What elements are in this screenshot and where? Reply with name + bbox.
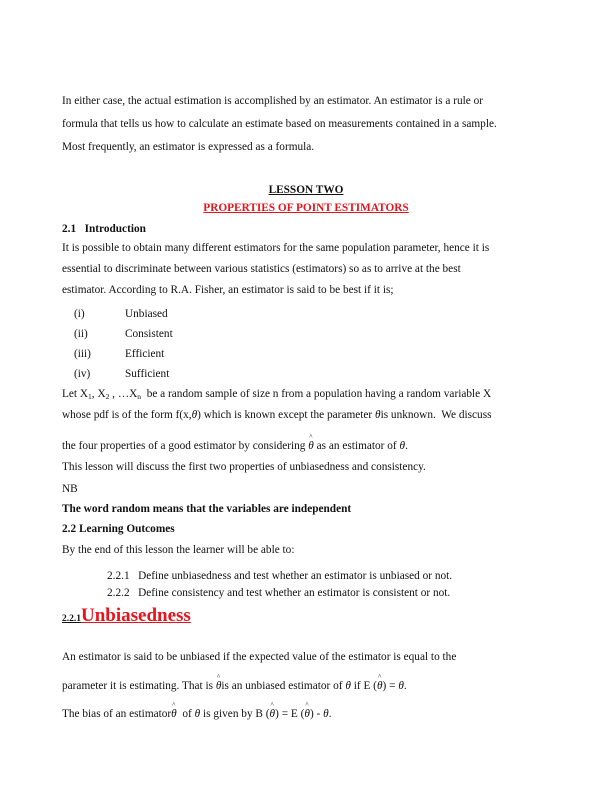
text: . [328, 708, 332, 720]
nb-label: NB [62, 483, 78, 495]
text-line: In either case, the actual estimation is accomplished by an estimator. An estimator is a rule or [62, 95, 483, 107]
theta-symbol: θ [399, 440, 406, 452]
text: . [403, 680, 407, 692]
theta-symbol: θ [398, 680, 404, 692]
theta-symbol: θ [375, 409, 381, 421]
subscript: 1 [88, 392, 92, 401]
section-title: Unbiasedness [81, 605, 191, 626]
text-line: By the end of this lesson the learner will be able to: [62, 544, 295, 556]
text: the four properties of a good estimator by considering [62, 440, 309, 452]
theta-symbol: θ [191, 409, 198, 421]
text-line [62, 408, 492, 422]
text: of [176, 708, 195, 720]
text: as an estimator of [313, 440, 400, 452]
text: parameter it is estimating. That is [62, 680, 216, 692]
text: whose pdf is of the form f(x, [62, 409, 192, 421]
theta-symbol: θ [194, 708, 201, 720]
outcome-item: 2.2.1 Define unbiasedness and test whether an estimator is unbiased or not. [107, 570, 453, 582]
theta-hat-symbol: ^ θ [304, 707, 310, 721]
subscript: n [137, 392, 142, 401]
text: ) = [382, 680, 399, 692]
list-number: (iv) [74, 368, 91, 380]
list-item [74, 307, 168, 321]
text-line [62, 387, 491, 404]
theta-hat-symbol: ^ θ [377, 679, 383, 693]
lesson-subtitle: PROPERTIES OF POINT ESTIMATORS [203, 202, 409, 214]
section-heading-introduction: 2.1 Introduction [62, 223, 146, 235]
list-number: (ii) [74, 328, 88, 340]
text-line: Most frequently, an estimator is expressed as a formula. [62, 141, 315, 153]
text: , …X [109, 388, 138, 400]
text: ) = E ( [275, 708, 305, 720]
text: is an unbiased estimator of [221, 680, 346, 692]
list-item [74, 327, 173, 341]
section-number: 2.2.1 [62, 614, 81, 624]
text-line: estimator. According to R.A. Fisher, an estimator is said to be best if it is; [62, 284, 394, 296]
list-item [74, 347, 165, 361]
text-line: formula that tells us how to calculate an estimate based on measurements contained in a sample. [62, 118, 497, 130]
list-text: Unbiased [125, 308, 168, 320]
text: The bias of an estimator [62, 708, 172, 720]
text: ) which is known except the parameter [197, 409, 376, 421]
theta-hat-symbol: ^ θ [308, 439, 314, 453]
text-line [62, 439, 408, 453]
list-item [74, 367, 170, 381]
text-line: This lesson will discuss the first two properties of unbiasedness and consistency. [62, 461, 426, 473]
text: is unknown. We discuss [380, 409, 492, 421]
theta-symbol: θ [345, 680, 351, 692]
theta-hat-symbol: ^ θ [171, 707, 177, 721]
text-line: It is possible to obtain many different estimators for the same population parameter, hence it is [62, 242, 490, 254]
subscript: 2 [105, 392, 110, 401]
text: be a random sample of size n from a population having a random variable X [141, 388, 492, 400]
list-number: (i) [74, 308, 85, 320]
list-text: Efficient [125, 348, 165, 360]
theta-symbol: θ [323, 708, 329, 720]
text: , X [91, 388, 106, 400]
text-line [62, 679, 407, 693]
outcome-item: 2.2.2 Define consistency and test whether an estimator is consistent or not. [107, 587, 451, 599]
text-line: essential to discriminate between various statistics (estimators) so as to arrive at the best [62, 263, 461, 275]
section-heading-unbiasedness [62, 604, 191, 631]
theta-hat-symbol: ^ θ [270, 707, 276, 721]
list-text: Sufficient [125, 368, 170, 380]
nb-text: The word random means that the variables are independent [62, 503, 352, 515]
theta-hat-symbol: ^ θ [216, 679, 222, 693]
text-line: An estimator is said to be unbiased if the expected value of the estimator is equal to the [62, 651, 457, 663]
text: is given by B ( [200, 708, 270, 720]
list-number: (iii) [74, 348, 91, 360]
text: ) - [309, 708, 324, 720]
text-line [62, 707, 332, 721]
text: . [405, 440, 408, 452]
text: Let X [62, 388, 89, 400]
text: if E ( [350, 680, 377, 692]
list-text: Consistent [125, 328, 173, 340]
lesson-title: LESSON TWO [268, 184, 344, 196]
section-heading-learning-outcomes: 2.2 Learning Outcomes [62, 523, 175, 535]
